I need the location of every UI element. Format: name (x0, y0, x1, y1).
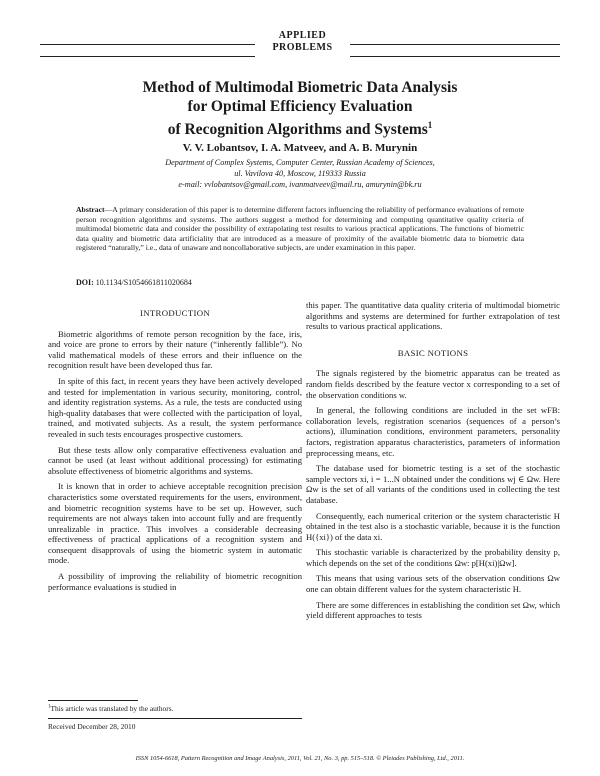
intro-paragraph-4: It is known that in order to achieve acceptable recognition precision characteristics some overstated requirements for the users, environment, and biometric recognition systems have to be set up. However, such requirements are not always taken into account fully and are frequently unrealizable in practice. This involves a considerable decreasing effectiveness of practical applications of a recognition system and consequent disapprovals of using the biometric system in automatic mode. (48, 481, 302, 566)
footnote-mark: 1 (48, 704, 51, 710)
intro-paragraph-1: Biometric algorithms of remote person recognition by the face, iris, and voice are prone to errors by their nature (“inherently fallible”). No valid mathematical models of these errors and their influence on the recognition result have been developed thus far. (48, 328, 302, 371)
authors: V. V. Lobantsov, I. A. Matveev, and A. B. Murynin (182, 142, 418, 154)
intro-continuation: this paper. The quantitative data quality criteria of multimodal biometric algorithms and systems are determined for further extrapolation of test results to various practical applications. (306, 300, 560, 332)
received-rule (48, 718, 302, 719)
intro-paragraph-3: But these tests allow only comparative effectiveness evaluation and cannot be used (at least without additional processing) for estimating absolute effectiveness of biometric algorithms and systems. (48, 444, 302, 476)
page-footer: ISSN 1054-6618, Pattern Recognition and Image Analysis, 2011, Vol. 21, No. 3, pp. 515–518. © Pleiades Publishing, Ltd., 2011. (135, 755, 465, 762)
notions-paragraph-5: This stochastic variable is characterized by the probability density p, which depends on the set of the conditions Ωw: p[H(xi)|Ωw]. (306, 547, 560, 568)
header-line-1: APPLIED (278, 30, 327, 41)
section-heading-basic-notions: BASIC NOTIONS (397, 347, 469, 358)
header-line-2: PROBLEMS (272, 42, 333, 53)
affiliation-line-1: Department of Complex Systems, Computer Center, Russian Academy of Sciences, (165, 158, 435, 167)
footnote-text: This article was translated by the authors. (50, 704, 174, 713)
notions-paragraph-1: The signals registered by the biometric apparatus can be treated as random fields described by the feature vector x corresponding to a set of the observation conditions w. (306, 368, 560, 400)
footnote-rule (48, 700, 138, 701)
footnote (48, 704, 173, 713)
doi-value: 10.1134/S1054661811020684 (95, 278, 192, 287)
abstract-label: Abstract (76, 205, 105, 214)
notions-paragraph-3: The database used for biometric testing is a set of the stochastic sample vectors xi, i = 1...N obtained under the conditions wj ∈ Ωw. Here Ωw is the set of all variants of the conditions used in collecting the test database. (306, 463, 560, 505)
notions-paragraph-6: This means that using various sets of the observation conditions Ωw one can obtain different values for the system characteristic H. (306, 573, 560, 595)
title-line-1: Method of Multimodal Biometric Data Analysis (142, 79, 458, 96)
left-column (48, 308, 302, 597)
section-header (255, 30, 350, 60)
affiliation-email: e-mail: vvlobantsov@gmail.com, ivanmatveev@mail.ru, amurynin@bk.ru (178, 180, 422, 189)
title-line-2: for Optimal Efficiency Evaluation (187, 98, 413, 115)
doi-label: DOI: (76, 278, 94, 287)
paper-title (40, 78, 560, 139)
abstract-text: —A primary consideration of this paper is to determine different factors influencing the reliability of performance evaluations of remote person recognition algorithms and systems. The authors suggest a method for determining and computing quantitative quality criteria of multimodal biometric data and consider the possibility of extrapolating test results to various practical applications. The functions of biometric data quality and biometric data artificiality that are introduced as a measure of proximity of the available biometric data to biometric data registered “naturally,” i.e., data of unaware and noncollaborative subjects, are under examination in this paper. (76, 205, 524, 253)
notions-paragraph-2: In general, the following conditions are included in the set wFB: collaboration levels, registration scenarios (sequences of a person’s actions), illumination conditions, environment parameters, personality factors, registration apparatus characteristics, parameters of information preprocessing means, etc. (306, 405, 560, 458)
intro-paragraph-5: A possibility of improving the reliability of biometric recognition performance evaluations is studied in (48, 571, 302, 592)
intro-paragraph-2: In spite of this fact, in recent years they have been actively developed and tested for implementation in various security, monitoring, control, and identity registration systems. As a rule, the tests are conducted using high-quality databases that were collected with the participation of loyal, trained, and motivated subjects. As a result, the system performance revealed in such tests encourages prospective customers. (48, 375, 302, 439)
title-line-3-text: of Recognition Algorithms and Systems (167, 121, 428, 139)
doi (76, 278, 192, 287)
title-line-3 (40, 116, 560, 139)
affiliation-line-2: ul. Vavilova 40, Moscow, 119333 Russia (234, 169, 366, 178)
notions-paragraph-7: There are some differences in establishing the condition set Ωw, which yield different approaches to tests (306, 599, 560, 621)
notions-paragraph-4: Consequently, each numerical criterion or the system characteristic H obtained in the test also is a stochastic variable, because it is the function H({xi}) of the data xi. (306, 510, 560, 542)
received-date: Received December 28, 2010 (48, 722, 136, 731)
right-column (306, 300, 560, 626)
title-footnote-mark: 1 (427, 120, 433, 130)
affiliation (40, 157, 560, 190)
section-heading-introduction: INTRODUCTION (139, 308, 211, 318)
abstract (76, 205, 524, 253)
